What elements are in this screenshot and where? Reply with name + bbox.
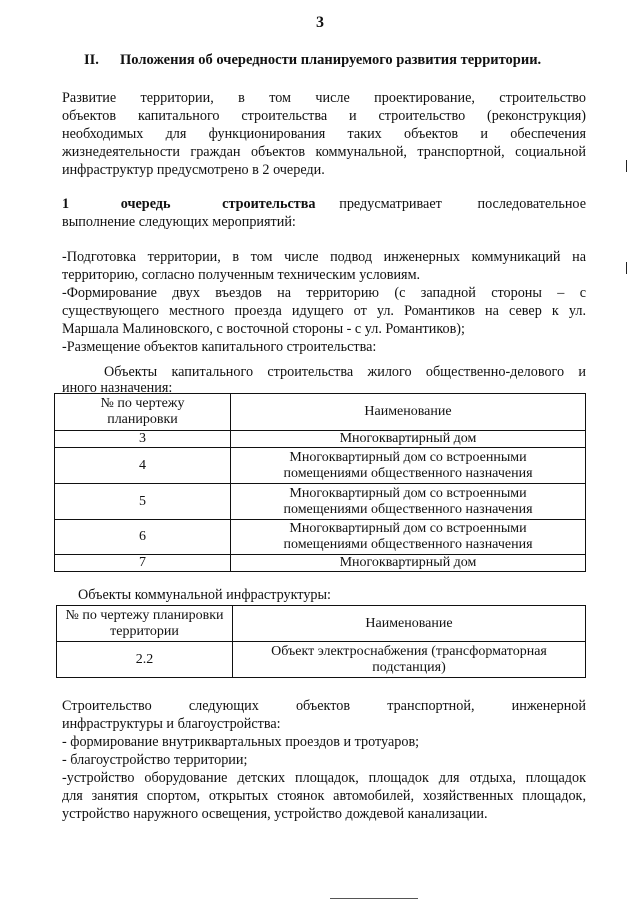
row-number: 4 [55,448,231,484]
construction-line: устройство наружного освещения, устройство дождевой канализации. [62,806,488,822]
row-number: 7 [55,555,231,572]
table-row [55,520,586,555]
row-name: Многоквартирный дом со встроенными помещениями общественного назначения [231,448,586,484]
row-number: 2.2 [57,642,233,678]
footer-rule [330,898,418,899]
construction-line: - формирование внутриквартальных проездов и тротуаров; [62,734,420,750]
stage-line [62,195,586,213]
row-name: Объект электроснабжения (трансформаторная подстанция) [233,642,586,678]
table-header-row [55,394,586,431]
stage-line: выполнение следующих мероприятий: [62,214,296,230]
page-number: 3 [316,14,324,31]
table-row [57,642,586,678]
measure-line: -Размещение объектов капитального строительства: [62,339,377,355]
measure-line: -Формирование двух въездов на территорию (с западной стороны – с [62,285,586,301]
construction-line: инфраструктуры и благоустройства: [62,716,281,732]
table-row [55,484,586,520]
measure-line: -Подготовка территории, в том числе подвод инженерных коммуникаций на [62,249,586,265]
header-number: № по чертежу планировки [55,394,231,431]
stage-label: 1 очередь строительства [62,196,316,212]
scan-mark [626,160,627,172]
table-row [55,448,586,484]
section-number: II. [84,52,99,68]
stage-text: предусматривает последовательное [339,196,586,212]
table-row [55,555,586,572]
table-row [55,431,586,448]
row-name: Многоквартирный дом со встроенными помещениями общественного назначения [231,520,586,555]
utilities-table [56,605,586,678]
table-header-row [57,606,586,642]
measure-line: существующего местного проезда идущего от ул. Романтиков на север к ул. [62,303,586,319]
construction-line: - благоустройство территории; [62,752,248,768]
construction-line: для занятия спортом, открытых стоянок автомобилей, хозяйственных площадок, [62,788,586,804]
row-name: Многоквартирный дом [231,431,586,448]
construction-line: Строительство следующих объектов транспортной, инженерной [62,698,586,714]
table1-caption: иного назначения: [62,380,173,396]
measure-line: территорию, согласно полученным техническим условиям. [62,267,421,283]
row-number: 5 [55,484,231,520]
row-number: 6 [55,520,231,555]
header-name: Наименование [231,394,586,431]
section-heading [84,52,541,69]
row-name: Многоквартирный дом со встроенными помещениями общественного назначения [231,484,586,520]
section-title: Положения об очередности планируемого развития территории. [120,52,542,68]
intro-line: инфраструктур предусмотрено в 2 очереди. [62,162,325,178]
construction-line: -устройство оборудование детских площадок, площадок для отдыха, площадок [62,770,586,786]
header-number: № по чертежу планировки территории [57,606,233,642]
intro-line: Развитие территории, в том числе проектирование, строительство [62,90,586,106]
intro-line: жизнедеятельности граждан объектов коммунальной, транспортной, социальной [62,144,586,160]
measure-line: Маршала Малиновского, с восточной стороны - с ул. Романтиков); [62,321,465,337]
intro-line: необходимых для функционирования таких объектов и обеспечения [62,126,586,142]
table2-caption: Объекты коммунальной инфраструктуры: [78,587,331,603]
row-number: 3 [55,431,231,448]
objects-table [54,393,586,572]
intro-line: объектов капитального строительства и строительство (реконструкция) [62,108,586,124]
table1-caption: Объекты капитального строительства жилого общественно-делового и [104,364,586,380]
scan-mark [626,262,627,274]
header-name: Наименование [233,606,586,642]
row-name: Многоквартирный дом [231,555,586,572]
